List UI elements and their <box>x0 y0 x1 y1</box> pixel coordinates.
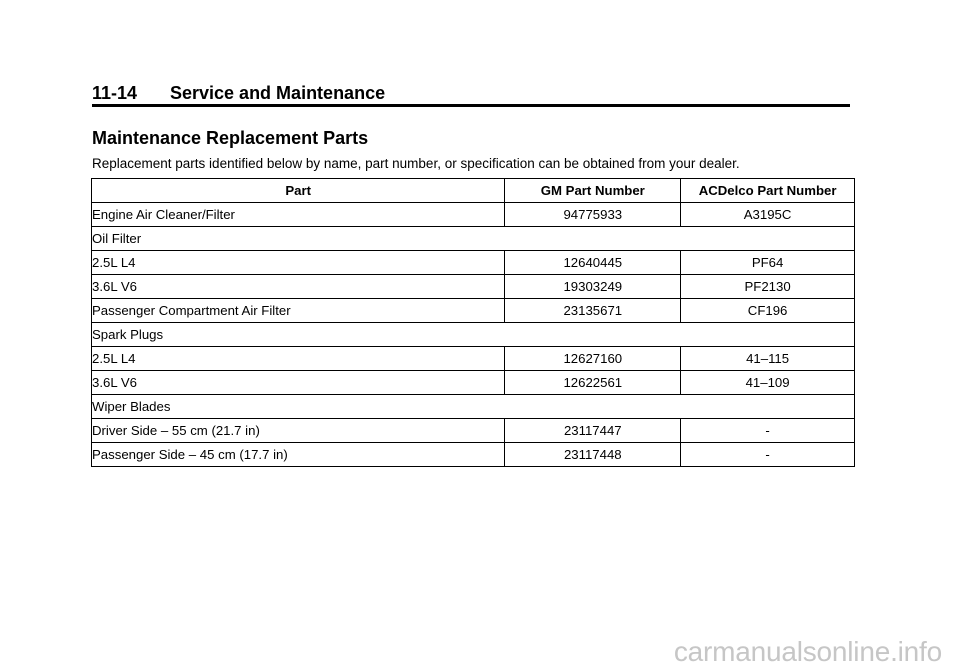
acdelco-part-number-cell: - <box>681 443 855 467</box>
table-row <box>92 443 855 467</box>
page-number: 11-14 <box>92 83 138 103</box>
table-row <box>92 275 855 299</box>
page-header <box>92 82 850 107</box>
column-header-acdelco-part-number: ACDelco Part Number <box>681 179 855 203</box>
intro-paragraph: Replacement parts identified below by name, part number, or specification can be obtained from your dealer. <box>92 156 740 171</box>
part-name-cell: 2.5L L4 <box>92 347 505 371</box>
acdelco-part-number-cell: A3195C <box>681 203 855 227</box>
gm-part-number-cell: 23117448 <box>505 443 681 467</box>
column-header-part: Part <box>92 179 505 203</box>
table-group-row <box>92 227 855 251</box>
group-label: Wiper Blades <box>92 395 855 419</box>
table-body <box>92 203 855 467</box>
table-row <box>92 251 855 275</box>
acdelco-part-number-cell: PF2130 <box>681 275 855 299</box>
acdelco-part-number-cell: PF64 <box>681 251 855 275</box>
table-group-row <box>92 323 855 347</box>
watermark: carmanualsonline.info <box>673 636 942 667</box>
gm-part-number-cell: 94775933 <box>505 203 681 227</box>
part-name-cell: 3.6L V6 <box>92 371 505 395</box>
section-title: Service and Maintenance <box>170 83 386 103</box>
part-name-cell: Passenger Compartment Air Filter <box>92 299 505 323</box>
column-header-gm-part-number: GM Part Number <box>505 179 681 203</box>
page-title: Maintenance Replacement Parts <box>92 128 369 148</box>
gm-part-number-cell: 12627160 <box>505 347 681 371</box>
part-name-cell: Engine Air Cleaner/Filter <box>92 203 505 227</box>
part-name-cell: Driver Side – 55 cm (21.7 in) <box>92 419 505 443</box>
group-label: Oil Filter <box>92 227 855 251</box>
gm-part-number-cell: 23135671 <box>505 299 681 323</box>
table-header-row <box>92 179 855 203</box>
acdelco-part-number-cell: 41–109 <box>681 371 855 395</box>
table-row <box>92 203 855 227</box>
gm-part-number-cell: 12640445 <box>505 251 681 275</box>
group-label: Spark Plugs <box>92 323 855 347</box>
gm-part-number-cell: 23117447 <box>505 419 681 443</box>
table-group-row <box>92 395 855 419</box>
gm-part-number-cell: 12622561 <box>505 371 681 395</box>
part-name-cell: 3.6L V6 <box>92 275 505 299</box>
acdelco-part-number-cell: 41–115 <box>681 347 855 371</box>
table-row <box>92 371 855 395</box>
part-name-cell: Passenger Side – 45 cm (17.7 in) <box>92 443 505 467</box>
acdelco-part-number-cell: CF196 <box>681 299 855 323</box>
table-row <box>92 419 855 443</box>
acdelco-part-number-cell: - <box>681 419 855 443</box>
table-row <box>92 299 855 323</box>
replacement-parts-table <box>91 178 855 467</box>
part-name-cell: 2.5L L4 <box>92 251 505 275</box>
gm-part-number-cell: 19303249 <box>505 275 681 299</box>
table-row <box>92 347 855 371</box>
